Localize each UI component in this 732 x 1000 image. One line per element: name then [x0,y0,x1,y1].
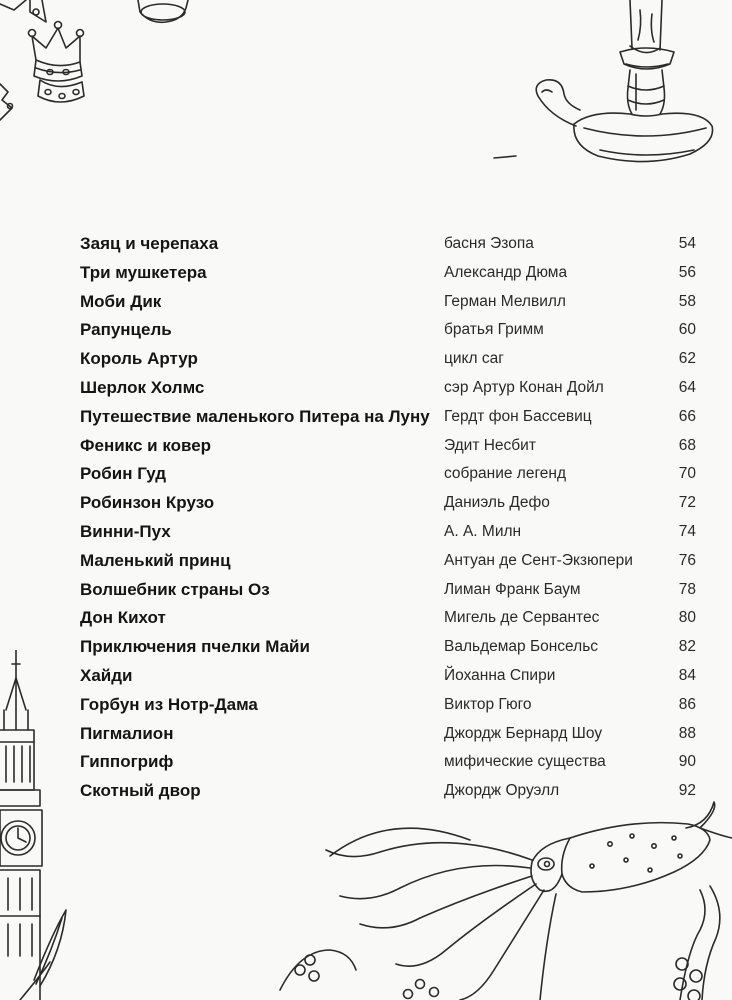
toc-entry-author: Даниэль Дефо [444,494,550,512]
toc-entry-author: А. А. Милн [444,522,522,540]
toc-entry[interactable] [80,403,700,432]
toc-entry-author: Гердт фон Бассевиц [444,407,592,425]
toc-entry-page: 92 [678,782,696,800]
toc-entry-title: Феникс и ковер [80,435,212,455]
candlestick-illustration [480,0,732,175]
toc-entry-author: Лиман Франк Баум [444,580,581,598]
toc-entry-page: 60 [678,321,696,339]
toc-entry-title: Приключения пчелки Майи [80,637,310,657]
toc-entry[interactable] [80,547,700,576]
toc-entry-page: 82 [678,638,696,656]
toc-entry-title: Заяц и черепаха [80,234,219,253]
toc-entry-author: Джордж Бернард Шоу [444,724,603,742]
toc-entry-title: Путешествие маленького Питера на Луну [80,406,430,426]
big-ben-illustration [0,650,70,1000]
toc-entry-title: Три мушкетера [80,262,207,282]
toc-entry-title: Моби Дик [80,291,162,311]
squid-illustration [270,800,732,1000]
toc-entry-page: 76 [678,551,696,569]
toc-entry-title: Шерлок Холмс [80,377,205,397]
toc-entry[interactable] [80,604,700,633]
toc-entry-page: 66 [678,407,696,425]
toc-entry-author: Мигель де Сервантес [444,609,600,627]
toc-entry-title: Волшебник страны Оз [80,579,270,599]
toc-entry-title: Хайди [80,665,133,685]
toc-entry-author: Йоханна Спири [444,666,556,684]
toc-entry-author: мифические существа [444,753,606,771]
toc-entry-page: 74 [678,522,696,540]
toc-entry[interactable] [80,576,700,605]
toc-entry-page: 58 [678,292,696,310]
toc-entry-author: Виктор Гюго [444,695,532,713]
toc-entry-title: Робинзон Крузо [80,493,215,513]
toc-entry-page: 84 [678,666,696,684]
toc-entry[interactable] [80,489,700,518]
toc-entry-author: сэр Артур Конан Дойл [444,378,604,396]
toc-entry-author: Антуан де Сент-Экзюпери [444,551,633,569]
toc-entry-page: 56 [678,263,696,281]
toc-entry-title: Король Артур [80,349,198,369]
toc-entry[interactable] [80,230,700,259]
toc-entry-page: 54 [678,235,696,252]
toc-entry-author: собрание легенд [444,465,567,483]
toc-entry-title: Робин Гуд [80,464,167,484]
toc-entry-title: Горбун из Нотр-Дама [80,694,258,714]
toc-entry[interactable] [80,518,700,547]
toc-entry[interactable] [80,345,700,374]
toc-entry-author: Эдит Несбит [444,436,536,454]
toc-entry[interactable] [80,720,700,749]
toc-entry-page: 90 [678,753,696,771]
toc-entry[interactable] [80,777,700,806]
toc-entry-page: 72 [678,494,696,512]
toc-entry-author: басня Эзопа [444,235,534,252]
toc-entry-author: цикл саг [444,350,504,368]
crowns-illustration [0,0,200,135]
toc-entry-author: братья Гримм [444,321,544,339]
toc-entry-page: 62 [678,350,696,368]
toc-entry-page: 64 [678,378,696,396]
toc-entry-author: Джордж Оруэлл [444,782,560,800]
toc-entry[interactable] [80,316,700,345]
toc-entry-page: 70 [678,465,696,483]
toc-entry[interactable] [80,288,700,317]
toc-entry-author: Александр Дюма [444,263,568,281]
toc-entry-title: Винни-Пух [80,521,171,541]
toc-entry-title: Пигмалион [80,723,174,743]
toc-entry[interactable] [80,460,700,489]
toc-entry-page: 80 [678,609,696,627]
toc-entry[interactable] [80,432,700,461]
toc-entry[interactable] [80,259,700,288]
toc-entry[interactable] [80,374,700,403]
toc-entry-title: Гиппогриф [80,752,174,772]
toc-entry-title: Рапунцель [80,320,172,340]
toc-entry-page: 68 [678,436,696,454]
toc-entry[interactable] [80,633,700,662]
toc-entry[interactable] [80,662,700,691]
toc-entry[interactable] [80,748,700,777]
toc-entry-page: 86 [678,695,696,713]
toc-entry[interactable] [80,691,700,720]
toc-entry-author: Герман Мелвилл [444,292,566,310]
toc-entry-title: Маленький принц [80,550,231,570]
toc-entry-author: Вальдемар Бонсельс [444,638,599,656]
toc-entry-page: 78 [678,580,696,598]
toc-entry-title: Дон Кихот [80,608,166,628]
toc-entry-title: Скотный двор [80,781,201,801]
toc-entry-page: 88 [678,724,696,742]
table-of-contents [80,230,700,806]
